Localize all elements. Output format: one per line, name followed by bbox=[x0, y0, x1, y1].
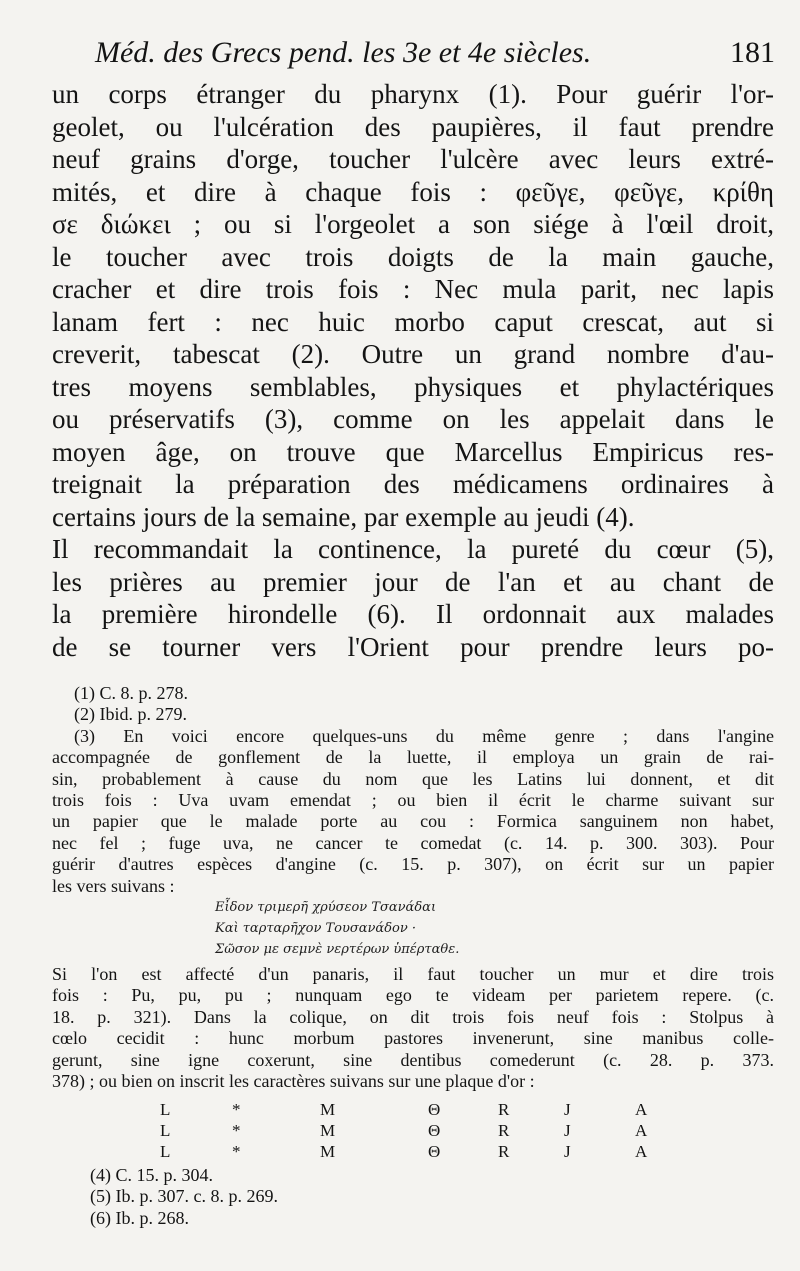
footnote-line: cœlo cecidit : hunc morbum pastores invenerunt, sine manibus colle- bbox=[52, 1028, 774, 1049]
table-cell: R bbox=[498, 1100, 510, 1119]
footnote-line: 378) ; ou bien on inscrit les caractères suivans sur une plaque d'or : bbox=[52, 1070, 535, 1091]
footnote-2: (2) Ibid. p. 279. bbox=[74, 704, 187, 725]
table-cell: A bbox=[635, 1121, 648, 1140]
running-header bbox=[95, 36, 775, 80]
table-cell: * bbox=[232, 1142, 241, 1161]
table-cell: L bbox=[160, 1142, 171, 1161]
table-cell: L bbox=[160, 1121, 171, 1140]
greek-verses bbox=[215, 897, 635, 960]
text-line: lanam fert : nec huic morbo caput crescat, aut si bbox=[52, 306, 774, 337]
greek-verse: Καὶ ταρταρῆχον Τουσανάδον · bbox=[215, 921, 417, 936]
text-line: treignait la préparation des médicamens ordinaires à bbox=[52, 469, 774, 499]
table-cell: A bbox=[635, 1100, 648, 1119]
footnote-line: un papier que le malade porte au cou : Formica sanguinem non habet, bbox=[52, 811, 774, 832]
footnote-1: (1) C. 8. p. 278. bbox=[74, 683, 188, 703]
text-line: cracher et dire trois fois : Nec mula parit, nec lapis bbox=[52, 274, 774, 304]
greek-verse: Σῶσον με σεμνὲ νερτέρων ὑπέρταθε. bbox=[215, 942, 460, 957]
footnote-line: fois : Pu, pu, pu ; nunquam ego te videam per parietem repere. (c. bbox=[52, 985, 774, 1006]
text-line: tres moyens semblables, physiques et phylactériques bbox=[52, 371, 774, 402]
text-line: ou préservatifs (3), comme on les appelait dans le bbox=[52, 404, 774, 434]
table-row bbox=[160, 1142, 660, 1163]
footnote-line: trois fois : Uva uvam emendat ; ou bien il écrit le charme suivant sur bbox=[52, 789, 774, 810]
main-text bbox=[52, 78, 774, 663]
table-cell: J bbox=[564, 1100, 571, 1119]
table-cell: M bbox=[320, 1100, 336, 1119]
table-row bbox=[160, 1100, 660, 1121]
footnote-line: accompagnée de gonflement de la luette, il employa un grain de rai- bbox=[52, 747, 774, 768]
text-line: un corps étranger du pharynx (1). Pour guérir l'or- bbox=[52, 79, 774, 109]
footnote: (5) Ib. p. 307. c. 8. p. 269. bbox=[90, 1186, 278, 1207]
text-line: le toucher avec trois doigts de la main gauche, bbox=[52, 241, 774, 272]
table-row bbox=[160, 1121, 660, 1142]
characters-table bbox=[160, 1100, 660, 1163]
footnote-line: guérir d'autres espèces d'angine (c. 15. p. 307), on écrit sur un papier bbox=[52, 854, 774, 875]
footnote-line: les vers suivans : bbox=[52, 875, 175, 896]
table-cell: R bbox=[498, 1142, 510, 1161]
text-line: σε διώκει ; ou si l'orgeolet a son siége à l'œil droit, bbox=[52, 209, 774, 239]
text-line: les prières au premier jour de l'an et au chant de bbox=[52, 566, 774, 597]
text-line: mités, et dire à chaque fois : φεῦγε, φεῦγε, κρίθη bbox=[52, 176, 774, 207]
table-cell: L bbox=[160, 1100, 171, 1119]
text-line: la première hirondelle (6). Il ordonnait aux malades bbox=[52, 599, 774, 629]
footnote-line: Si l'on est affecté d'un panaris, il faut toucher un mur et dire trois bbox=[52, 964, 774, 984]
footnote-line: (3) En voici encore quelques-uns du même genre ; dans l'angine bbox=[74, 725, 774, 746]
table-cell: J bbox=[564, 1142, 571, 1161]
footnote-line: sin, probablement à cause du nom que les Latins lui donnent, et dit bbox=[52, 768, 774, 789]
footnote-3-continued bbox=[52, 964, 774, 1092]
table-cell: A bbox=[635, 1142, 648, 1161]
text-line: geolet, ou l'ulcération des paupières, il faut prendre bbox=[52, 111, 774, 142]
greek-verse: Εἶδον τριμερῆ χρύσεον Τσανάδαι bbox=[215, 900, 437, 915]
text-line: neuf grains d'orge, toucher l'ulcère avec leurs extré- bbox=[52, 144, 774, 174]
text-line: certains jours de la semaine, par exemple au jeudi (4). bbox=[52, 501, 635, 532]
table-cell: J bbox=[564, 1121, 571, 1140]
table-cell: Θ bbox=[428, 1100, 441, 1119]
footnote-line: gerunt, sine igne coxerunt, sine dentibus comederunt (c. 28. p. 373. bbox=[52, 1049, 774, 1070]
table-cell: Θ bbox=[428, 1121, 441, 1140]
footnotes-bottom bbox=[90, 1165, 490, 1229]
table-cell: R bbox=[498, 1121, 510, 1140]
footnote: (6) Ib. p. 268. bbox=[90, 1207, 189, 1228]
text-line: creverit, tabescat (2). Outre un grand nombre d'au- bbox=[52, 339, 774, 369]
footnotes-top bbox=[52, 683, 774, 897]
table-cell: M bbox=[320, 1142, 336, 1161]
table-cell: * bbox=[232, 1100, 241, 1119]
footnote: (4) C. 15. p. 304. bbox=[90, 1165, 213, 1185]
text-line: Il recommandait la continence, la pureté du cœur (5), bbox=[52, 534, 774, 564]
footnote-line: nec fel ; fuge uva, ne cancer te comedat (c. 14. p. 300. 303). Pour bbox=[52, 832, 774, 853]
running-title: Méd. des Grecs pend. les 3e et 4e siècles. bbox=[95, 36, 592, 69]
footnote-3 bbox=[52, 726, 774, 897]
page-number: 181 bbox=[730, 36, 775, 69]
table-cell: M bbox=[320, 1121, 336, 1140]
table-cell: * bbox=[232, 1121, 241, 1140]
text-line: de se tourner vers l'Orient pour prendre leurs po- bbox=[52, 631, 774, 662]
table-cell: Θ bbox=[428, 1142, 441, 1161]
text-line: moyen âge, on trouve que Marcellus Empiricus res- bbox=[52, 436, 774, 467]
footnote-line: 18. p. 321). Dans la colique, on dit trois fois neuf fois : Stolpus à bbox=[52, 1006, 774, 1027]
